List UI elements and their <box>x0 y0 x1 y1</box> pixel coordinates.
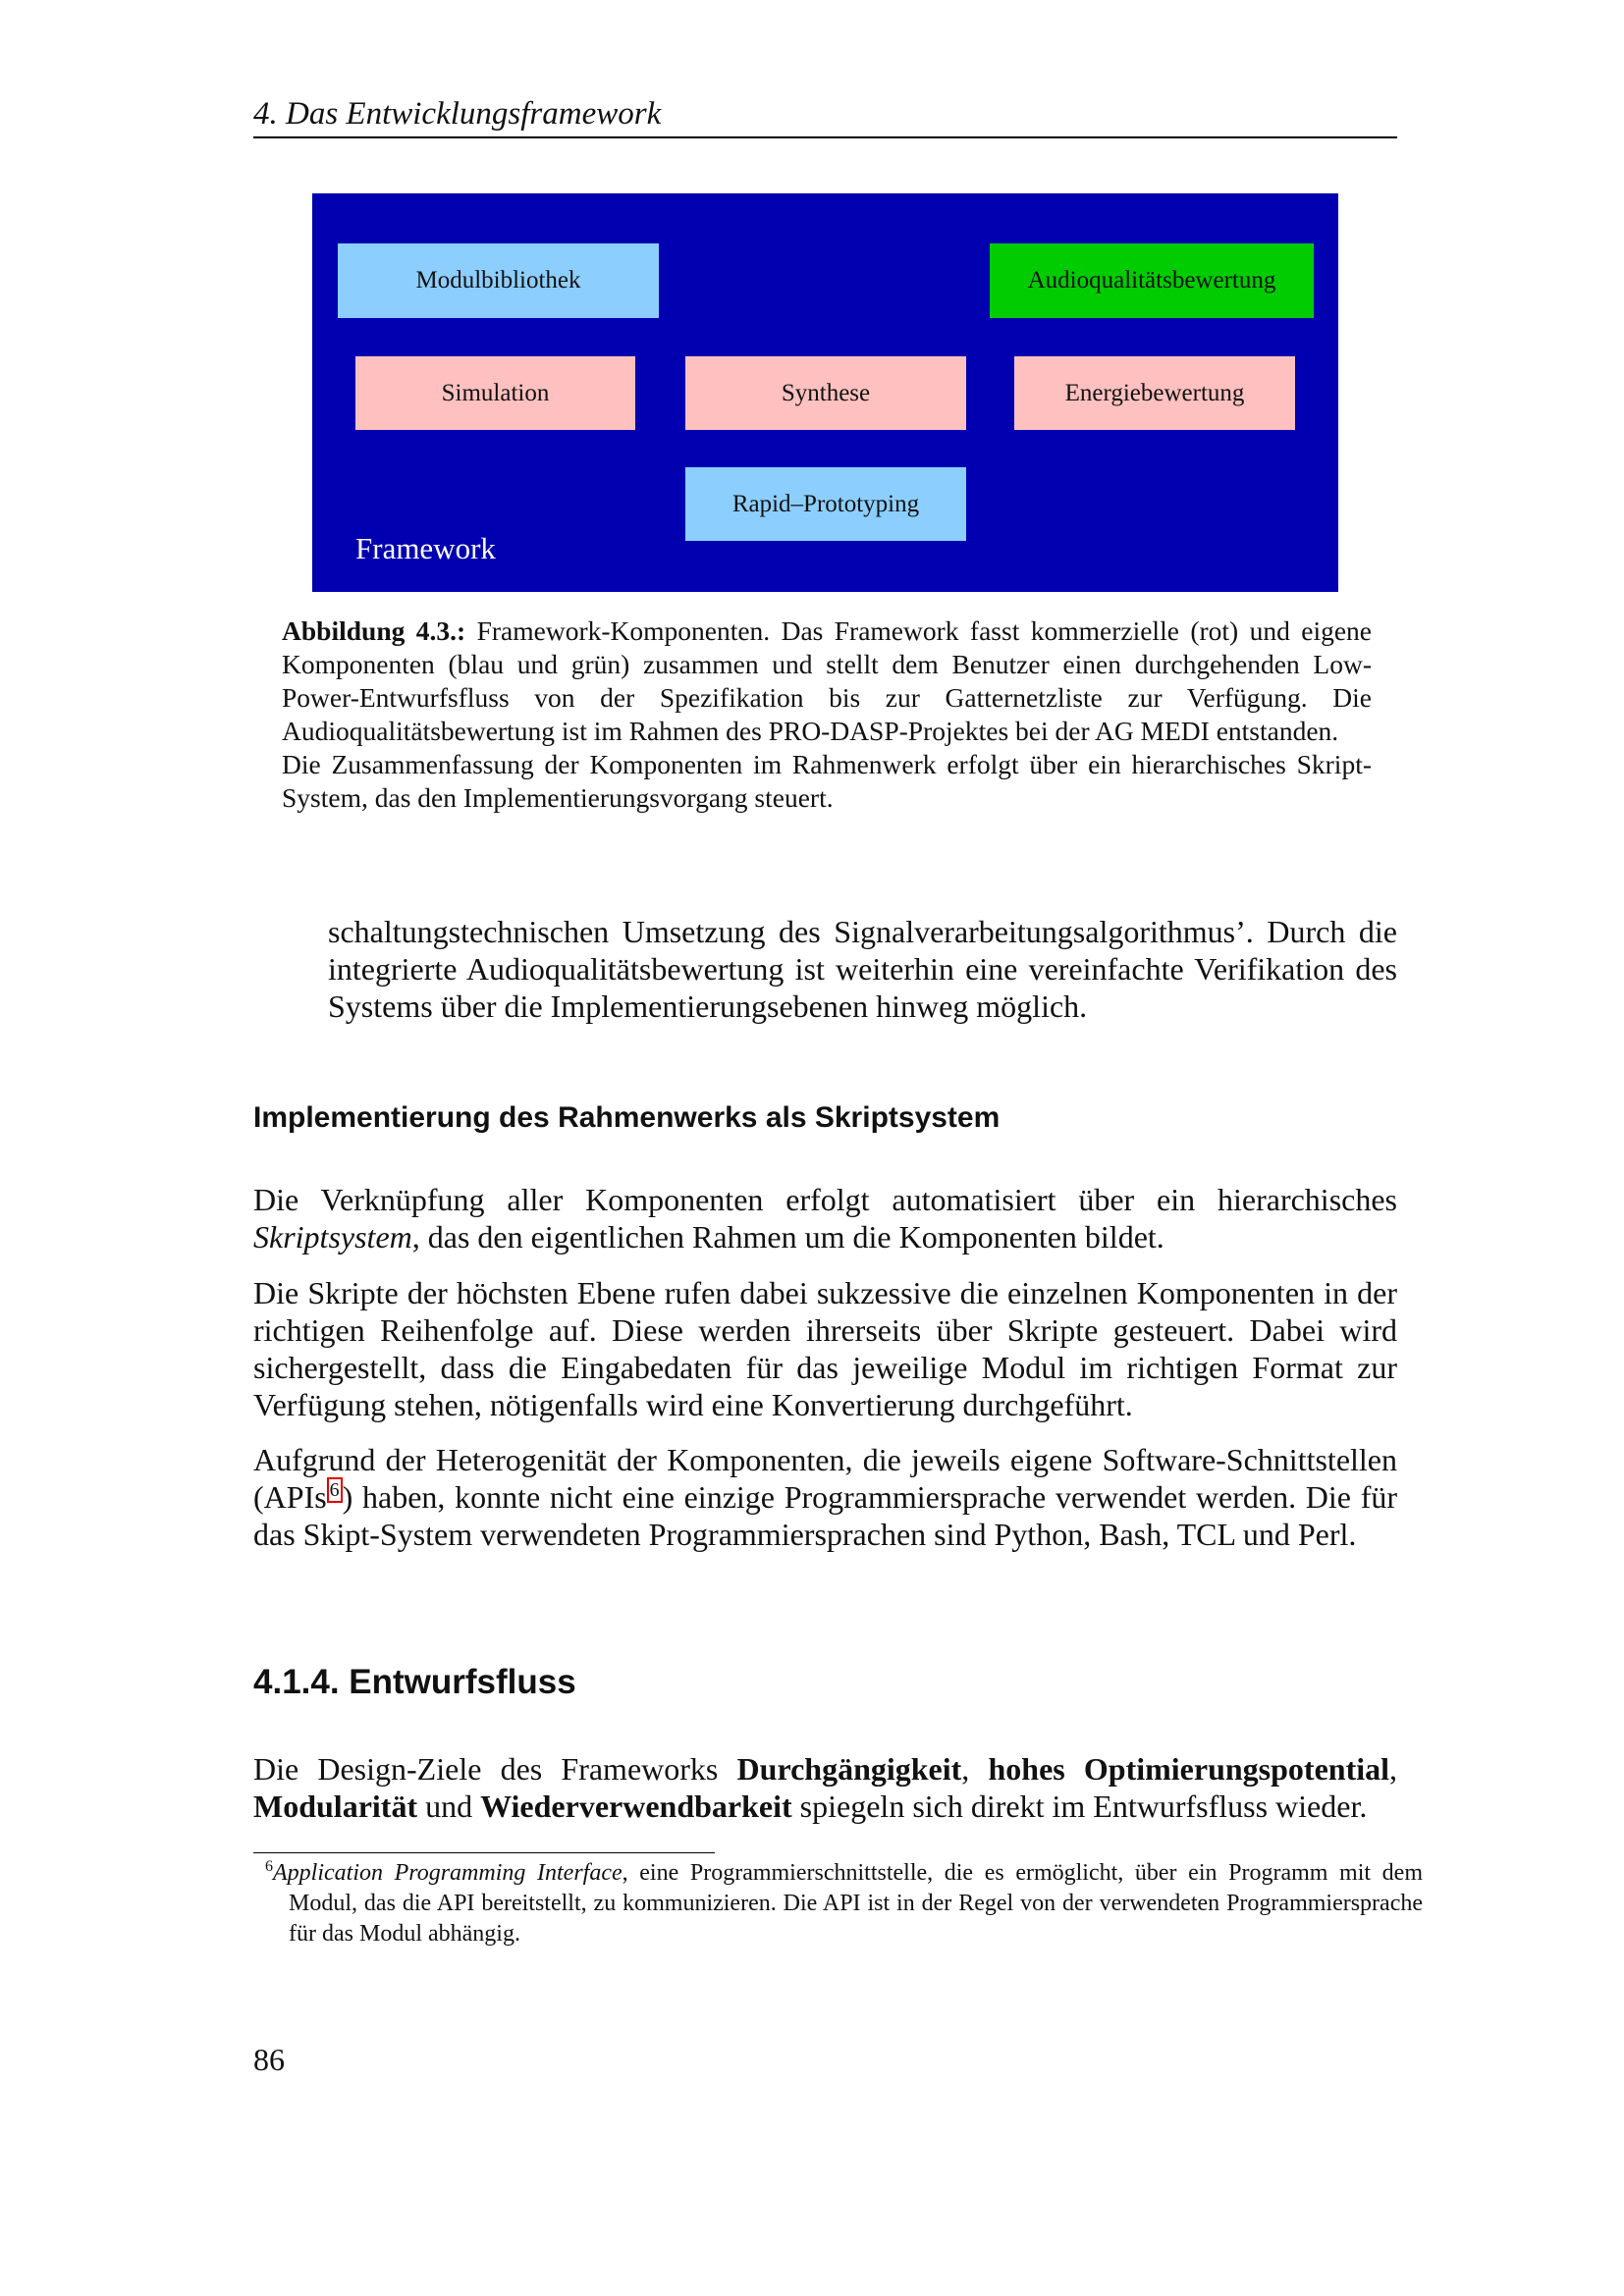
caption-label: Abbildung 4.3.: <box>282 615 466 646</box>
text-run: Aufgrund der Heterogenität der Komponenten, die jeweils eigene Software-Schnittstellen (APIs <box>253 1442 1397 1515</box>
module-modulbibliothek: Modulbibliothek <box>338 243 659 318</box>
paragraph <box>253 1181 1397 1255</box>
text-run: , <box>1389 1751 1398 1787</box>
bold-term: Modularität <box>253 1789 418 1824</box>
bold-term: Durchgängigkeit <box>736 1751 962 1787</box>
module-simulation: Simulation <box>355 356 635 430</box>
emphasis: Skriptsystem <box>253 1219 412 1255</box>
text-run: spiegeln sich direkt im Entwurfsfluss wieder. <box>791 1789 1368 1824</box>
caption-text: Framework-Komponenten. Das Framework fasst kommerzielle (rot) und eigene Komponenten (blau und grün) zusammen und stellt dem Benutzer einen durchgehenden Low-Power-Entwurfsfluss von der Spezifikation bis zur Gatternetzliste zur Verfügung. Die Audioqualitätsbewertung ist im Rahmen des PRO-DASP-Projektes bei der AG MEDI entstanden. <box>282 615 1372 746</box>
module-synthese: Synthese <box>685 356 966 430</box>
footnote-link[interactable]: 6 <box>327 1477 343 1503</box>
page-number: 86 <box>253 2042 285 2077</box>
figure-caption <box>282 614 1372 815</box>
footnote-text: , eine Programmierschnittstelle, die es ermöglicht, über ein Programm mit dem Modul, das die API bereitstellt, zu kommunizieren. Die API ist in der Regel von der verwendeten Programmiersprache für das Modul abhängig. <box>289 1860 1424 1947</box>
caption-text-2: Die Zusammenfassung der Komponenten im Rahmenwerk erfolgt über ein hierarchisches Skript-System, das den Implementierungsvorgang steuert. <box>282 749 1372 813</box>
text-run: Die Design-Ziele des Frameworks <box>253 1751 737 1787</box>
paragraph: Die Skripte der höchsten Ebene rufen dabei sukzessive die einzelnen Komponenten in der richtigen Reihenfolge auf. Diese werden ihrerseits über Skripte gesteuert. Dabei wird sichergestellt, dass die Eingabedaten für das jeweilige Modul im richtigen Format zur Verfügung stehen, nötigenfalls wird eine Konvertierung durchgeführt. <box>253 1275 1397 1422</box>
subsection-heading: 4.1.4. Entwurfsfluss <box>253 1663 576 1701</box>
header-rule <box>253 136 1397 138</box>
quote-paragraph: schaltungstechnischen Umsetzung des Signalverarbeitungsalgorithmus’. Durch die integrierte Audioqualitätsbewertung ist weiterhin eine vereinfachte Verifikation des Systems über die Implementierungsebenen hinweg möglich. <box>328 914 1397 1024</box>
section-heading: Implementierung des Rahmenwerks als Skriptsystem <box>253 1101 1001 1134</box>
framework-figure <box>312 193 1338 592</box>
footnote <box>265 1858 1423 1949</box>
bold-term: hohes Optimierungspotential <box>988 1751 1390 1787</box>
text-run: , das den eigentlichen Rahmen um die Komponenten bildet. <box>411 1219 1164 1255</box>
text-run: und <box>417 1789 481 1824</box>
text-run: ) haben, konnte nicht eine einzige Programmiersprache verwendet werden. Die für das Skipt-System verwendeten Programmiersprachen sind Python, Bash, TCL und Perl. <box>253 1479 1397 1552</box>
text-run: Die Verknüpfung aller Komponenten erfolgt automatisiert über ein hierarchisches <box>253 1182 1397 1217</box>
framework-label: Framework <box>355 531 496 565</box>
module-energiebewertung: Energiebewertung <box>1014 356 1295 430</box>
module-rapid-prototyping: Rapid–Prototyping <box>685 467 966 541</box>
module-audioqualitaetsbewertung: Audioqualitätsbewertung <box>990 243 1314 318</box>
paragraph <box>253 1441 1397 1553</box>
text-run: , <box>961 1751 989 1787</box>
bold-term: Wiederverwendbarkeit <box>480 1789 792 1824</box>
running-header: 4. Das Entwicklungsframework <box>253 96 662 132</box>
paragraph <box>253 1750 1397 1825</box>
footnote-rule <box>253 1852 715 1853</box>
footnote-emphasis: Application Programming Interface <box>273 1860 623 1886</box>
footnote-mark: 6 <box>265 1858 273 1875</box>
